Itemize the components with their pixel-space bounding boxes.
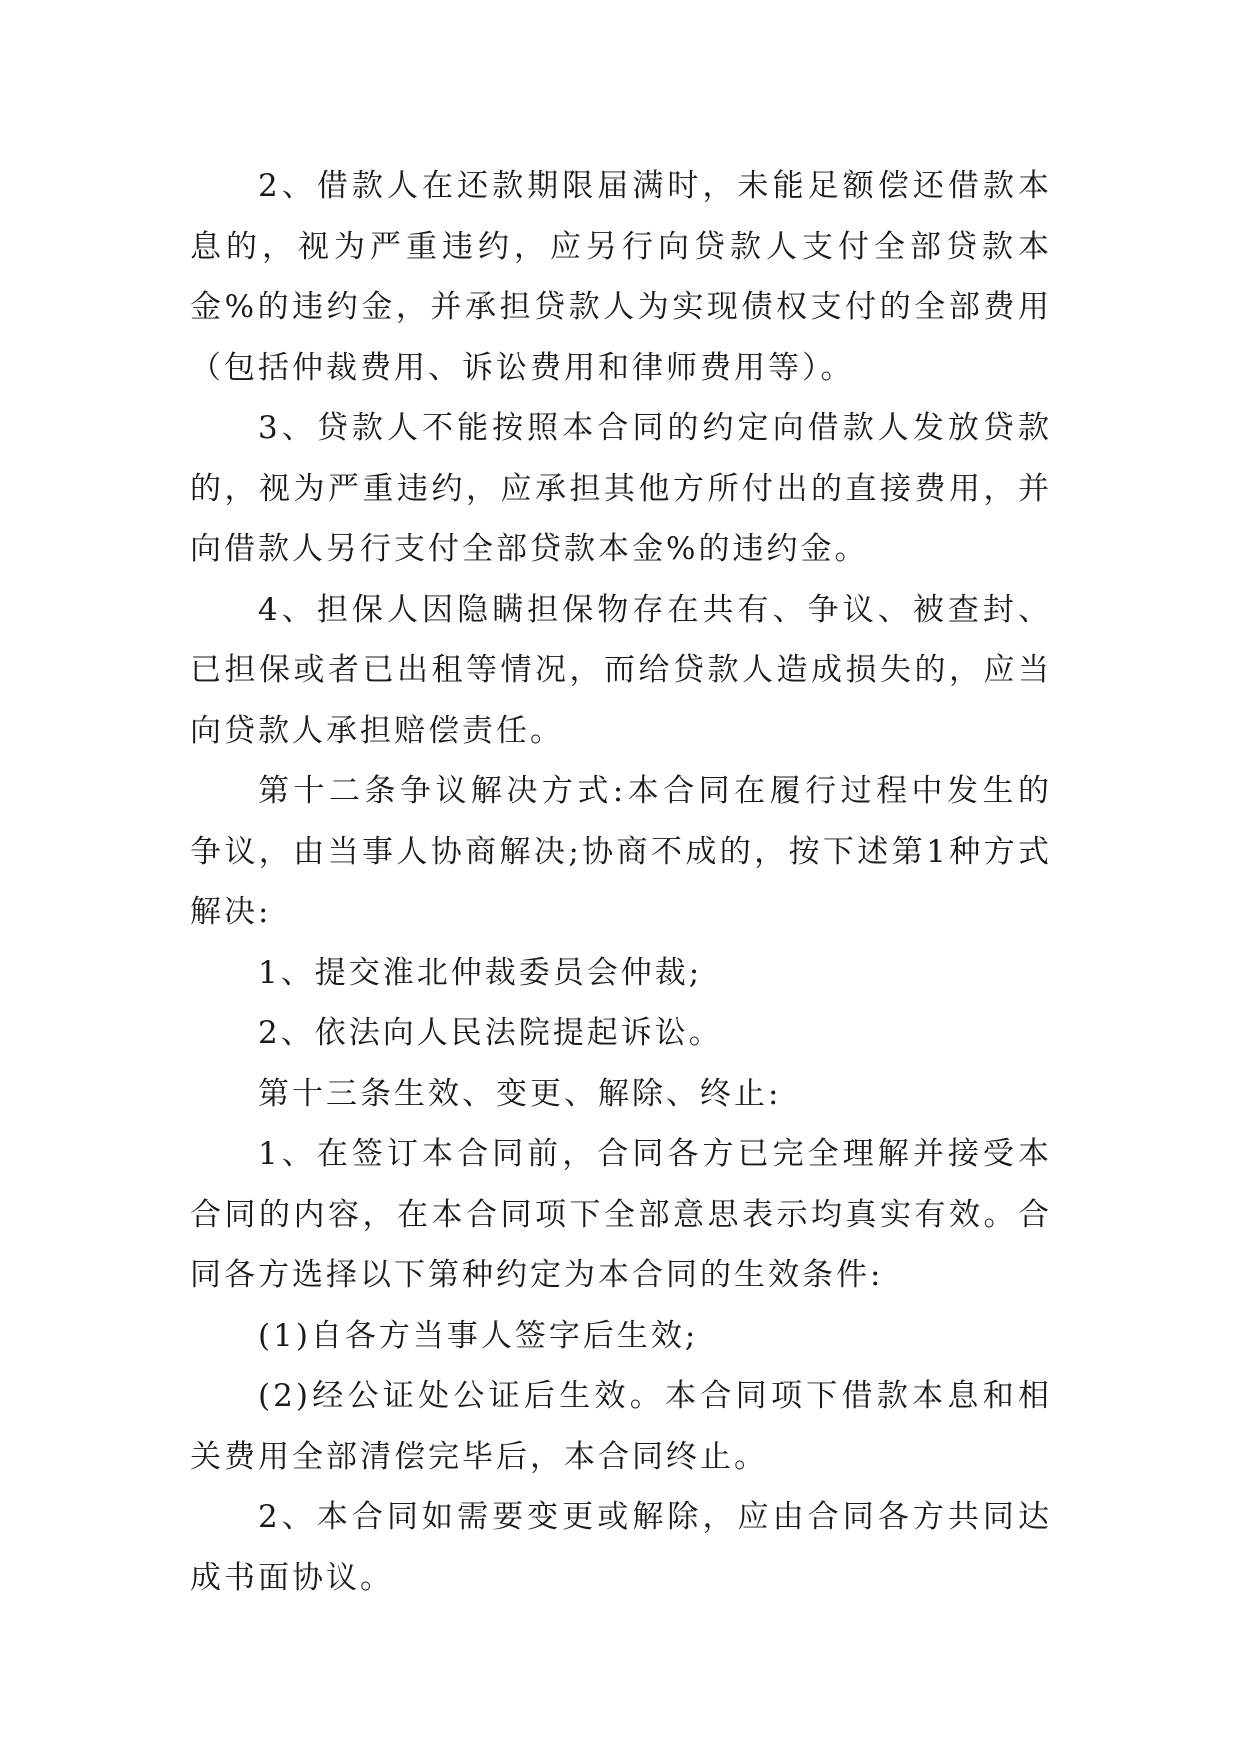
paragraph-default-penalty-borrower: 2、借款人在还款期限届满时，未能足额偿还借款本息的，视为严重违约，应另行向贷款人支付全部贷款本金%的违约金，并承担贷款人为实现债权支付的全部费用（包括仲裁费用、诉讼费用和律师费用等）。: [190, 168, 1052, 386]
paragraph-effectiveness-conditions: 1、在签订本合同前，合同各方已完全理解并接受本合同的内容，在本合同项下全部意思表示均真实有效。合同各方选择以下第种约定为本合同的生效条件:: [190, 1136, 1052, 1293]
paragraph-article-12-dispute: 第十二条争议解决方式:本合同在履行过程中发生的争议，由当事人协商解决;协商不成的，按下述第1种方式解决:: [190, 773, 1052, 930]
paragraph-amendment: 2、本合同如需要变更或解除，应由合同各方共同达成书面协议。: [190, 1499, 1052, 1596]
paragraph-guarantor-liability: 4、担保人因隐瞒担保物存在共有、争议、被查封、已担保或者已出租等情况，而给贷款人造成损失的，应当向贷款人承担赔偿责任。: [190, 591, 1052, 749]
paragraph-dispute-option-2: 2、依法向人民法院提起诉讼。: [258, 1015, 723, 1051]
paragraph-default-penalty-lender: 3、贷款人不能按照本合同的约定向借款人发放贷款的，视为严重违约，应承担其他方所付出的直接费用，并向借款人另行支付全部贷款本金%的违约金。: [190, 410, 1052, 567]
paragraph-condition-2: (2)经公证处公证后生效。本合同项下借款本息和相关费用全部清偿完毕后，本合同终止。: [190, 1378, 1052, 1475]
paragraph-article-13-heading: 第十三条生效、变更、解除、终止:: [258, 1075, 782, 1112]
paragraph-dispute-option-1: 1、提交淮北仲裁委员会仲裁;: [258, 954, 703, 991]
paragraph-condition-1: (1)自各方当事人签字后生效;: [258, 1317, 699, 1354]
document-body: [190, 156, 1052, 1608]
